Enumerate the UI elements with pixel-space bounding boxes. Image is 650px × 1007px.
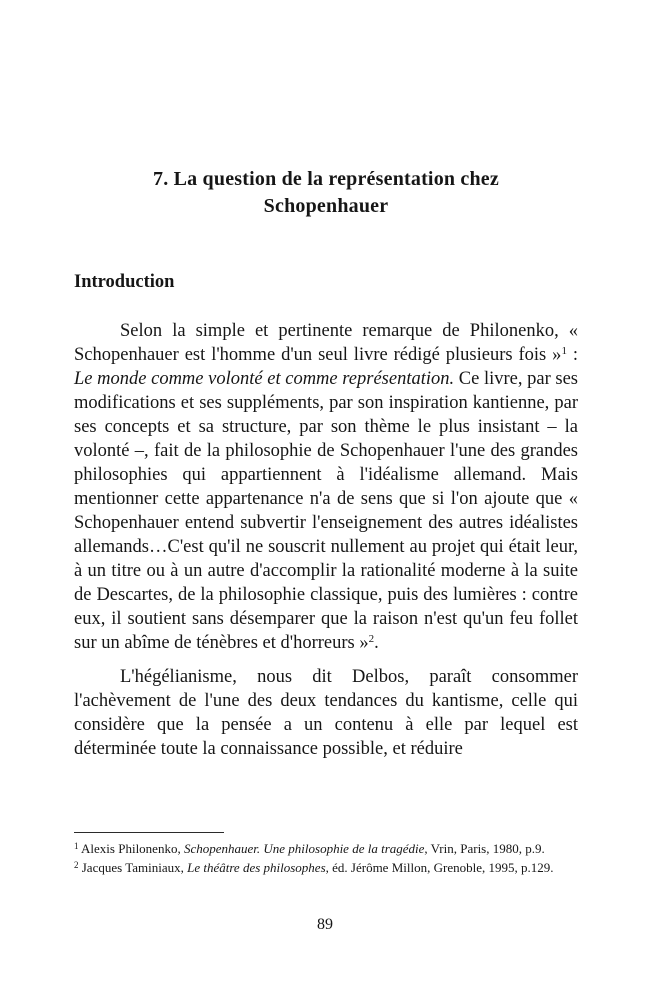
section-heading: Introduction (74, 272, 175, 292)
chapter-title-line2: Schopenhauer (263, 195, 389, 217)
footnote-2: $^2$ Jacques Taminiaux, Le théâtre des philosophes, éd. Jérôme Millon, Grenoble, 1995, p.129. (74, 859, 554, 875)
paragraph-1: Selon la simple et pertinente remarque de Philonenko, « Schopenhauer est l'homme d'un seul livre rédigé plusieurs fois »$^1$ : Le monde comme volonté et comme représentation. Ce livre, par ses modifications et ses suppléments, par son inspiration kantienne, par ses concepts et sa structure, par son thème le plus insistant – la volonté –, fait de la philosophie de Schopenhauer l'une des grandes philosophies qui appartiennent à l'idéalisme allemand. Mais mentionner cette appartenance n'a de sens que si l'on ajoute que « Schopenhauer entend subvertir l'enseignement des autres idéalistes allemands…C'est qu'il ne souscrit nullement au projet qui était leur, à un titre ou à un autre d'accomplir la rationalité moderne à la suite de Descartes, de la philosophie classique, puis des lumières : contre eux, il soutient sans désemparer que la raison n'est qu'un feu follet sur un abîme de ténèbres et d'horreurs »$^2$. (74, 321, 579, 653)
paragraph-2: L'hégélianisme, nous dit Delbos, paraît consommer l'achèvement de l'une des deux tendances du kantisme, celle qui considère que la pensée a un contenu à elle par lequel est déterminée toute la connaissance possible, et réduire (74, 667, 578, 759)
page-number: 89 (317, 916, 333, 933)
footnote-area (74, 832, 578, 877)
footnote-separator (74, 832, 224, 833)
chapter-title (74, 166, 578, 220)
chapter-title-line1: 7. La question de la représentation chez (153, 168, 499, 190)
footnote-1: $^1$ Alexis Philonenko, Schopenhauer. Une philosophie de la tragédie, Vrin, Paris, 1980, p.9. (74, 841, 545, 856)
